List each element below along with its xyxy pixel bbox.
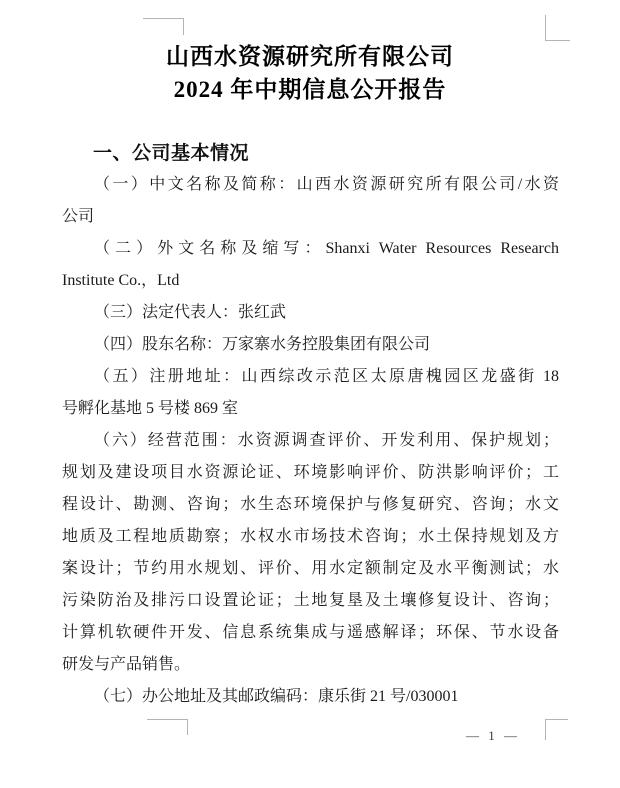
- body-line: 地质及工程地质勘察；水权水市场技术咨询；水土保持规划及方: [62, 528, 559, 545]
- body-line: （二）外文名称及缩写：Shanxi Water Resources Research: [94, 240, 559, 257]
- title-line-1: 山西水资源研究所有限公司: [166, 44, 454, 69]
- body-line: 计算机软硬件开发、信息系统集成与遥感解译；环保、节水设备: [62, 624, 559, 641]
- title-line-2: 2024 年中期信息公开报告: [173, 77, 447, 102]
- body-line: （一）中文名称及简称：山西水资源研究所有限公司/水资: [94, 176, 559, 193]
- crop-mark-bottom-right-icon: [545, 719, 568, 740]
- body-line: 污染防治及排污口设置论证；土地复垦及土壤修复设计、咨询；: [62, 592, 559, 609]
- body-line: 公司: [62, 208, 95, 225]
- body-line: 研发与产品销售。: [62, 656, 191, 673]
- document-title: [0, 40, 620, 106]
- body-line: （五）注册地址：山西综改示范区太原唐槐园区龙盛街 18: [94, 368, 559, 385]
- crop-mark-top-left-icon: [143, 18, 184, 35]
- body-line: 案设计；节约用水规划、评价、用水定额制定及水平衡测试；水: [62, 560, 559, 577]
- document-body: [62, 169, 559, 713]
- body-line: 号孵化基地 5 号楼 869 室: [62, 400, 239, 417]
- body-line: （七）办公地址及其邮政编码：康乐街 21 号/030001: [94, 688, 459, 705]
- body-line: 规划及建设项目水资源论证、环境影响评价、防洪影响评价；工: [62, 464, 559, 481]
- body-line: （三）法定代表人：张红武: [94, 304, 287, 321]
- crop-mark-bottom-left-icon: [147, 719, 188, 735]
- page-number: — 1 —: [466, 728, 520, 743]
- body-line: 程设计、勘测、咨询；水生态环境保护与修复研究、咨询；水文: [62, 496, 559, 513]
- body-line: （四）股东名称：万家寨水务控股集团有限公司: [94, 336, 431, 353]
- crop-mark-top-right-icon: [545, 15, 570, 41]
- body-line: （六）经营范围：水资源调查评价、开发利用、保护规划；: [94, 432, 559, 449]
- section-heading: 一、公司基本情况: [93, 143, 250, 164]
- body-line: Institute Co.，Ltd: [62, 272, 180, 289]
